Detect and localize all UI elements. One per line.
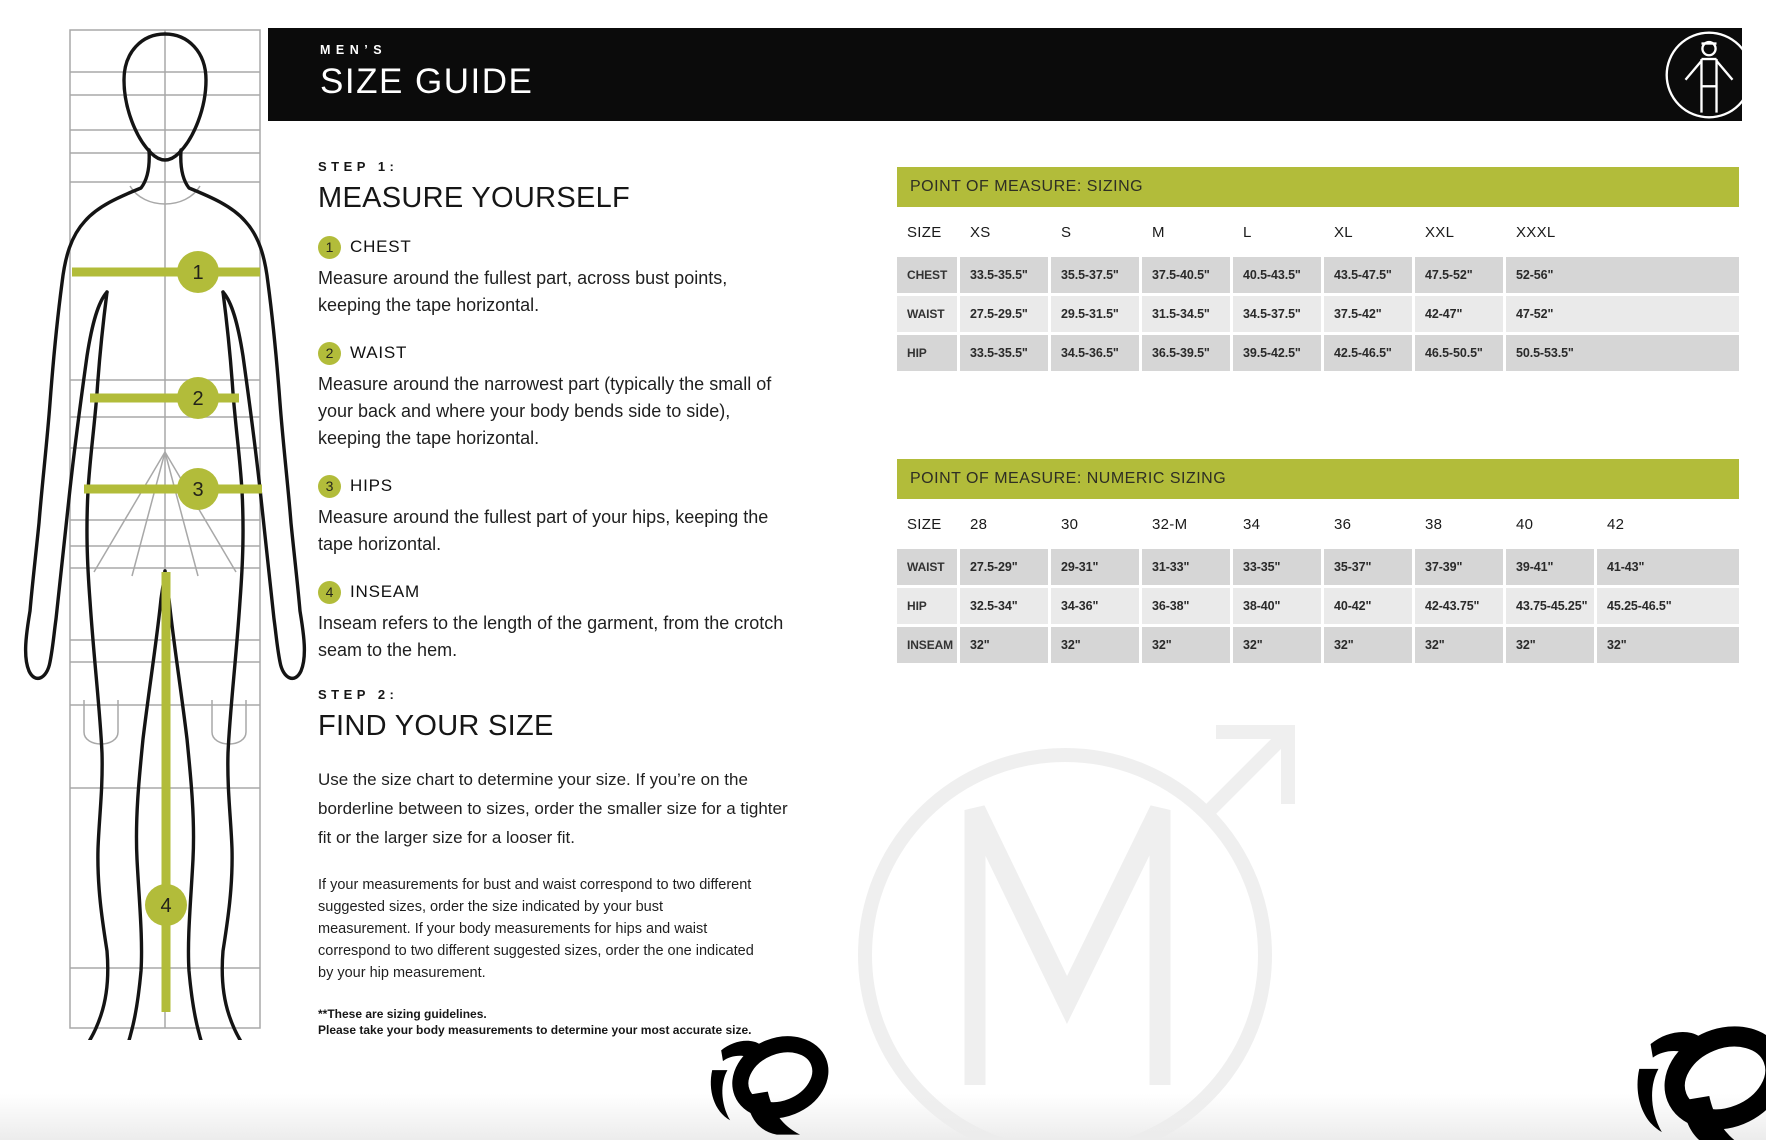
table-row	[897, 627, 1739, 663]
table-cell: 32"	[960, 627, 1048, 663]
table-cell: 37.5-42"	[1324, 296, 1412, 332]
pearl-izumi-logo	[703, 1036, 829, 1140]
table-cell: 29-31"	[1051, 549, 1139, 585]
row-label: WAIST	[897, 296, 957, 332]
table-cell: 37-39"	[1415, 549, 1503, 585]
column-header: 36	[1334, 515, 1352, 533]
column-header: 32-M	[1152, 515, 1188, 533]
measure-item-label: HIPS	[350, 476, 393, 495]
table-cell: 42-47"	[1415, 296, 1503, 332]
table-cell: 32"	[1142, 627, 1230, 663]
table-cell: 33-35"	[1233, 549, 1321, 585]
table-cell: 34.5-37.5"	[1233, 296, 1321, 332]
row-label: HIP	[897, 335, 957, 371]
waist-marker-number: 2	[192, 388, 204, 410]
column-header: M	[1152, 223, 1165, 241]
step2-title: FIND YOUR SIZE	[318, 710, 554, 742]
table-cell: 46.5-50.5"	[1415, 335, 1503, 371]
column-header: 40	[1516, 515, 1534, 533]
table-cell: 45.25-46.5"	[1597, 588, 1739, 624]
sizing-table-body	[897, 257, 1739, 371]
step-number-badge: 2	[318, 342, 341, 365]
table-cell: 40.5-43.5"	[1233, 257, 1321, 293]
table-cell: 42-43.75"	[1415, 588, 1503, 624]
column-header: XL	[1334, 223, 1353, 241]
row-label: WAIST	[897, 549, 957, 585]
page-title: SIZE GUIDE	[320, 62, 534, 101]
body-measurement-diagram	[2, 0, 328, 1040]
table-cell: 33.5-35.5"	[960, 335, 1048, 371]
sizing-table-title: POINT OF MEASURE: SIZING	[910, 178, 1144, 195]
table-cell: 32"	[1597, 627, 1739, 663]
table-row	[897, 257, 1739, 293]
table-cell: 32.5-34"	[960, 588, 1048, 624]
table-row	[897, 549, 1739, 585]
column-header: S	[1061, 223, 1072, 241]
numeric-sizing-table	[897, 459, 1739, 663]
measure-item-header	[318, 474, 792, 498]
measure-items-list	[318, 235, 792, 664]
measure-item-label: WAIST	[350, 343, 408, 362]
table-row	[897, 588, 1739, 624]
table-cell: 52-56"	[1506, 257, 1739, 293]
table-cell: 36.5-39.5"	[1142, 335, 1230, 371]
step2-section	[318, 688, 792, 1038]
measure-item	[318, 341, 792, 452]
sizing-table	[897, 167, 1739, 371]
table-cell: 32"	[1324, 627, 1412, 663]
measure-item-label: INSEAM	[350, 582, 420, 601]
table-cell: 50.5-53.5"	[1506, 335, 1739, 371]
table-cell: 32"	[1506, 627, 1594, 663]
table-cell: 42.5-46.5"	[1324, 335, 1412, 371]
row-label: CHEST	[897, 257, 957, 293]
table-cell: 36-38"	[1142, 588, 1230, 624]
header-bar	[268, 28, 1742, 121]
measure-item	[318, 235, 792, 319]
numeric-sizing-table-title-bar	[897, 459, 1739, 499]
column-header: SIZE	[907, 223, 942, 241]
header-kicker: MEN’S	[320, 43, 388, 57]
row-label: INSEAM	[897, 627, 957, 663]
table-cell: 34-36"	[1051, 588, 1139, 624]
table-cell: 31-33"	[1142, 549, 1230, 585]
numeric-sizing-table-body	[897, 549, 1739, 663]
table-cell: 34.5-36.5"	[1051, 335, 1139, 371]
sizing-table-title-bar	[897, 167, 1739, 207]
table-row	[897, 296, 1739, 332]
find-size-paragraph: Use the size chart to determine your size. If you’re on the borderline between to sizes, order the smaller size for a tighter fit or the larger size for a looser fit.	[318, 770, 788, 847]
numeric-sizing-table-title: POINT OF MEASURE: NUMERIC SIZING	[910, 470, 1227, 487]
inseam-marker-number: 4	[160, 895, 172, 917]
table-cell: 27.5-29.5"	[960, 296, 1048, 332]
table-cell: 37.5-40.5"	[1142, 257, 1230, 293]
table-cell: 31.5-34.5"	[1142, 296, 1230, 332]
table-cell: 47.5-52"	[1415, 257, 1503, 293]
row-label: HIP	[897, 588, 957, 624]
measure-item-header	[318, 580, 792, 604]
measure-item-label: CHEST	[350, 237, 412, 256]
step1-label: STEP 1:	[318, 159, 399, 174]
column-header: XXXL	[1516, 223, 1556, 241]
step1-title: MEASURE YOURSELF	[318, 182, 631, 214]
pearl-izumi-logo	[1628, 1026, 1766, 1140]
table-cell: 32"	[1415, 627, 1503, 663]
footnote-line-2: Please take your body measurements to determine your most accurate size.	[318, 1023, 752, 1037]
measure-item-header	[318, 235, 792, 259]
table-cell: 39-41"	[1506, 549, 1594, 585]
size-tables-column	[897, 167, 1739, 666]
column-header: 38	[1425, 515, 1443, 533]
table-cell: 41-43"	[1597, 549, 1739, 585]
measure-item-description: Measure around the fullest part, across bust points, keeping the tape horizontal.	[318, 268, 728, 315]
table-cell: 40-42"	[1324, 588, 1412, 624]
step-number-badge: 3	[318, 475, 341, 498]
measure-item-description: Measure around the narrowest part (typically the small of your back and where your body bends side to side), keeping the tape horizontal.	[318, 374, 772, 448]
table-cell: 43.5-47.5"	[1324, 257, 1412, 293]
table-cell: 38-40"	[1233, 588, 1321, 624]
column-header: L	[1243, 223, 1252, 241]
table-cell: 35.5-37.5"	[1051, 257, 1139, 293]
table-cell: 27.5-29"	[960, 549, 1048, 585]
column-header: XS	[970, 223, 991, 241]
numeric-sizing-table-header-row	[897, 499, 1739, 549]
table-cell: 47-52"	[1506, 296, 1739, 332]
table-cell: 29.5-31.5"	[1051, 296, 1139, 332]
person-in-circle-icon	[1662, 28, 1756, 122]
footnote	[318, 1006, 792, 1038]
step-number-badge: 1	[318, 236, 341, 259]
measure-item-header	[318, 341, 792, 365]
measure-item-description: Measure around the fullest part of your hips, keeping the tape horizontal.	[318, 507, 769, 554]
column-header: 28	[970, 515, 988, 533]
measure-item	[318, 580, 792, 664]
column-header: 42	[1607, 515, 1625, 533]
column-header: SIZE	[907, 515, 942, 533]
table-cell: 39.5-42.5"	[1233, 335, 1321, 371]
bottom-gradient-strip	[0, 1094, 1766, 1140]
measure-item-description: Inseam refers to the length of the garment, from the crotch seam to the hem.	[318, 613, 784, 660]
hips-marker-number: 3	[192, 479, 204, 501]
table-cell: 43.75-45.25"	[1506, 588, 1594, 624]
column-header: 30	[1061, 515, 1079, 533]
chest-marker-number: 1	[192, 262, 204, 284]
table-cell: 32"	[1233, 627, 1321, 663]
footnote-line-1: **These are sizing guidelines.	[318, 1007, 487, 1021]
step-number-badge: 4	[318, 581, 341, 604]
table-cell: 32"	[1051, 627, 1139, 663]
sizing-table-header-row	[897, 207, 1739, 257]
table-cell: 33.5-35.5"	[960, 257, 1048, 293]
column-header: XXL	[1425, 223, 1455, 241]
table-row	[897, 335, 1739, 371]
step1-section	[318, 160, 792, 664]
measurement-markers	[145, 251, 219, 926]
measure-item	[318, 474, 792, 558]
table-cell: 35-37"	[1324, 549, 1412, 585]
fit-note-paragraph: If your measurements for bust and waist correspond to two different suggested sizes, order the size indicated by your bust measurement. If your body measurements for hips and waist correspond to two different suggested sizes, order the one indicated by your hip measurement.	[318, 877, 754, 981]
step2-label: STEP 2:	[318, 687, 399, 702]
column-header: 34	[1243, 515, 1261, 533]
instructions-column	[318, 160, 792, 1038]
